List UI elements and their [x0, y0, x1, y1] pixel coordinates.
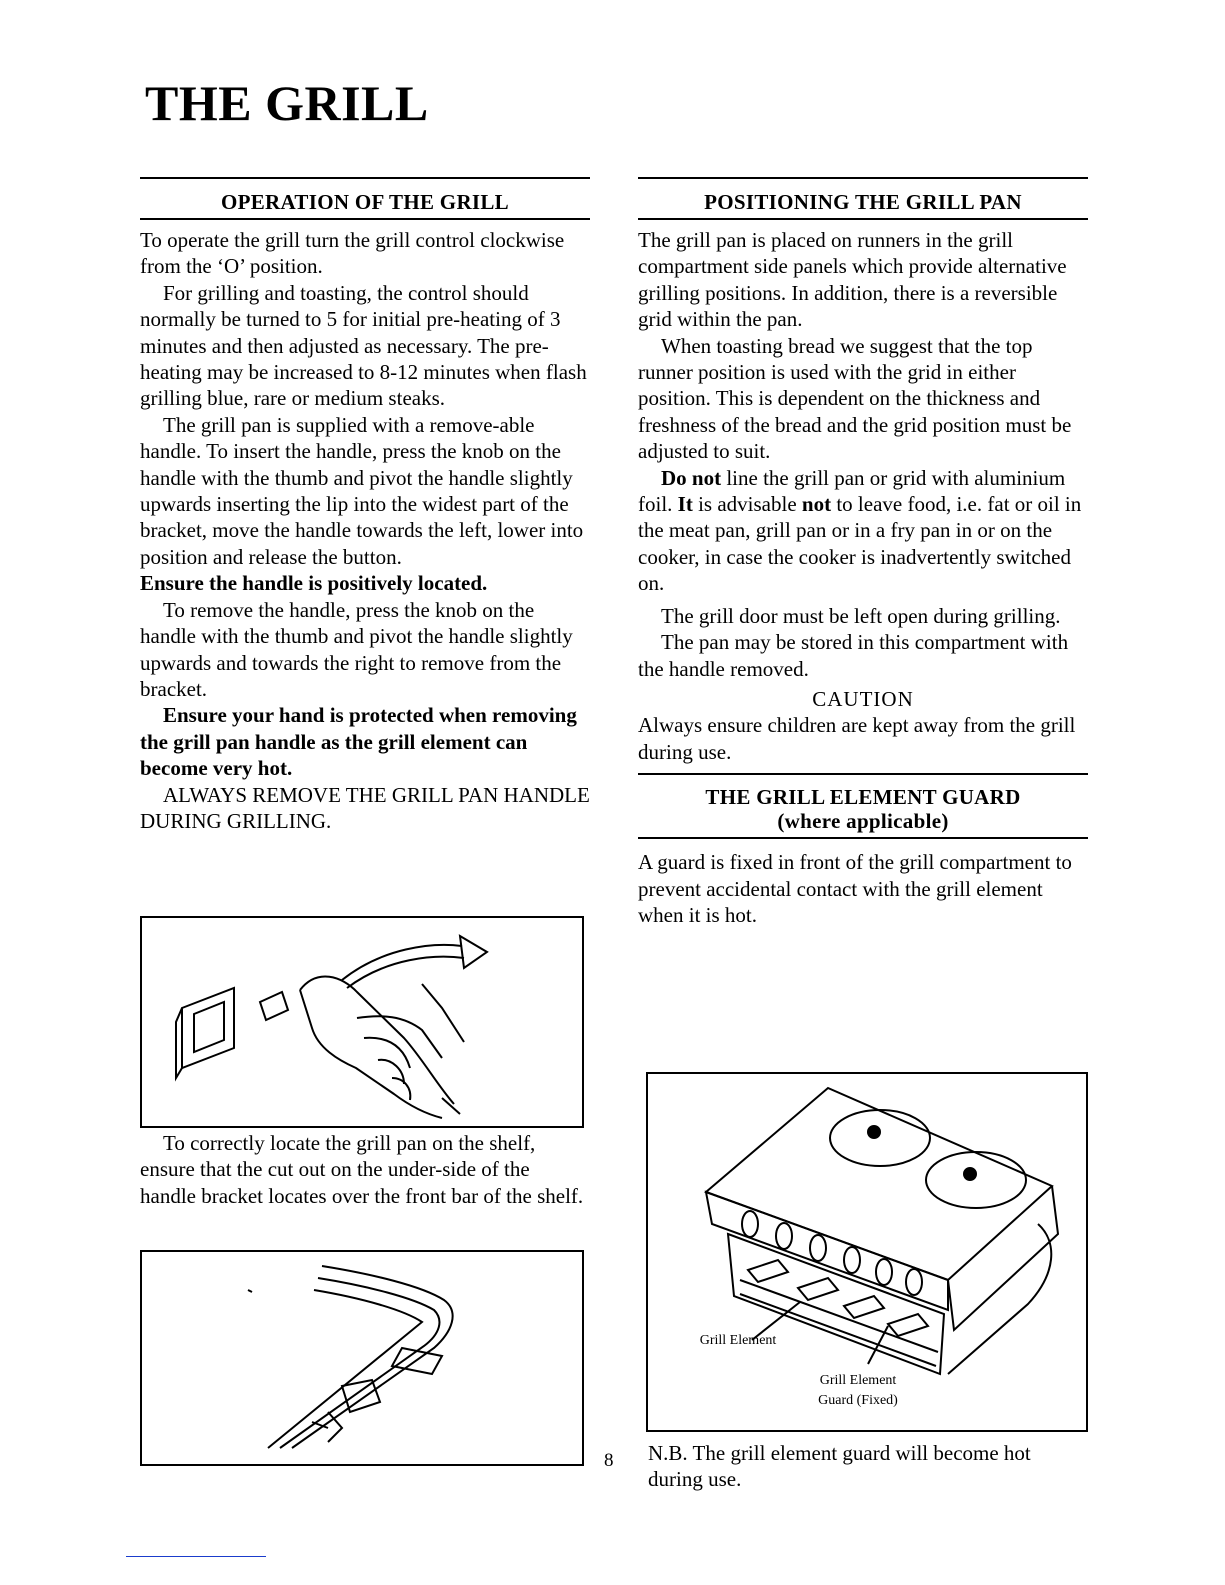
- grill-guard-label-line1: Grill Element: [819, 1373, 897, 1388]
- guard-subheading: (where applicable): [638, 809, 1088, 839]
- positioning-paragraph-3: [638, 465, 1088, 597]
- grill-element-label: Grill Element: [699, 1333, 777, 1348]
- nb-paragraph: N.B. The grill element guard will become hot during use.: [648, 1441, 1031, 1492]
- nb-text: [648, 1440, 1088, 1493]
- it-emphasis: It: [677, 492, 693, 517]
- operation-paragraph-3: The grill pan is supplied with a remove-able handle. To insert the handle, press the knob on the handle with the thumb and pivot the handle slightly upwards inserting the lip into the widest part of the bracket, move the handle towards the left, lower into position and release the button.: [140, 412, 584, 569]
- operation-text: [140, 227, 590, 834]
- page-number: 8: [604, 1450, 614, 1471]
- operation-section: [140, 177, 590, 834]
- guard-paragraph: A guard is fixed in front of the grill compartment to prevent accidental contact with the grill element when it is hot.: [638, 850, 1072, 927]
- advisable-text: is advisable: [692, 492, 802, 517]
- operation-paragraph-2: For grilling and toasting, the control should normally be turned to 5 for initial pre-heating of 3 minutes and then adjusted as necessary. The pre-heating may be increased to 8-12 minutes when flash grilling blue, rare or medium steaks.: [140, 280, 587, 411]
- guard-heading: THE GRILL ELEMENT GUARD: [705, 785, 1021, 810]
- footer-link-line: [126, 1556, 266, 1557]
- guard-text: [638, 849, 1088, 928]
- positioning-text: [638, 227, 1088, 765]
- positioning-paragraph-5: The pan may be stored in this compartment with the handle removed.: [638, 630, 1069, 681]
- not-emphasis: not: [801, 492, 832, 517]
- locate-pan-paragraph: To correctly locate the grill pan on the shelf, ensure that the cut out on the under-side of the handle bracket locates over the front bar of the shelf.: [140, 1131, 584, 1208]
- do-not-emphasis: Do not: [661, 465, 722, 490]
- operation-paragraph-6: ALWAYS REMOVE THE GRILL PAN HANDLE DURING GRILLING.: [140, 782, 590, 833]
- positioning-section: [638, 177, 1088, 928]
- operation-paragraph-1: To operate the grill turn the grill control clockwise from the ‘O’ position.: [140, 228, 565, 279]
- grill-guard-figure: [646, 1072, 1088, 1432]
- operation-warning-located: Ensure the handle is positively located.: [140, 571, 488, 596]
- handle-insertion-figure: [140, 916, 584, 1128]
- positioning-heading: POSITIONING THE GRILL PAN: [638, 179, 1088, 220]
- grill-guard-label-line2: Guard (Fixed): [818, 1393, 898, 1408]
- shelf-locating-illustration: [142, 1252, 582, 1464]
- operation-heading: OPERATION OF THE GRILL: [140, 179, 590, 220]
- operation-paragraph-4: To remove the handle, press the knob on the handle with the thumb and pivot the handle slightly upwards and towards the right to remove from the bracket.: [140, 597, 573, 701]
- positioning-paragraph-1: The grill pan is placed on runners in the grill compartment side panels which provide alternative grilling positions. In addition, there is a reversible grid within the pan.: [638, 228, 1067, 332]
- shelf-locating-figure: [140, 1250, 584, 1466]
- locate-pan-text: [140, 1130, 590, 1209]
- page-title: THE GRILL: [145, 75, 429, 131]
- caution-title: CAUTION: [812, 686, 914, 711]
- caution-text: Always ensure children are kept away from the grill during use.: [638, 713, 1076, 764]
- positioning-paragraph-2: When toasting bread we suggest that the top runner position is used with the grid in either position. This is dependent on the thickness and freshness of the bread and the grid position must be adjusted to suit.: [638, 333, 1072, 464]
- leave-food-text: to leave food, i.e. fat or oil in the meat pan, grill pan or in a fry pan in or on the cooker, in case the cooker is inadvertently switched on.: [638, 492, 1082, 596]
- operation-warning-hot: Ensure your hand is protected when removing the grill pan handle as the grill element can become very hot.: [140, 703, 577, 781]
- positioning-paragraph-4: The grill door must be left open during grilling.: [661, 603, 1061, 628]
- foil-text: line the grill pan or grid with aluminium foil.: [638, 465, 1066, 517]
- handle-insertion-illustration: [142, 918, 582, 1126]
